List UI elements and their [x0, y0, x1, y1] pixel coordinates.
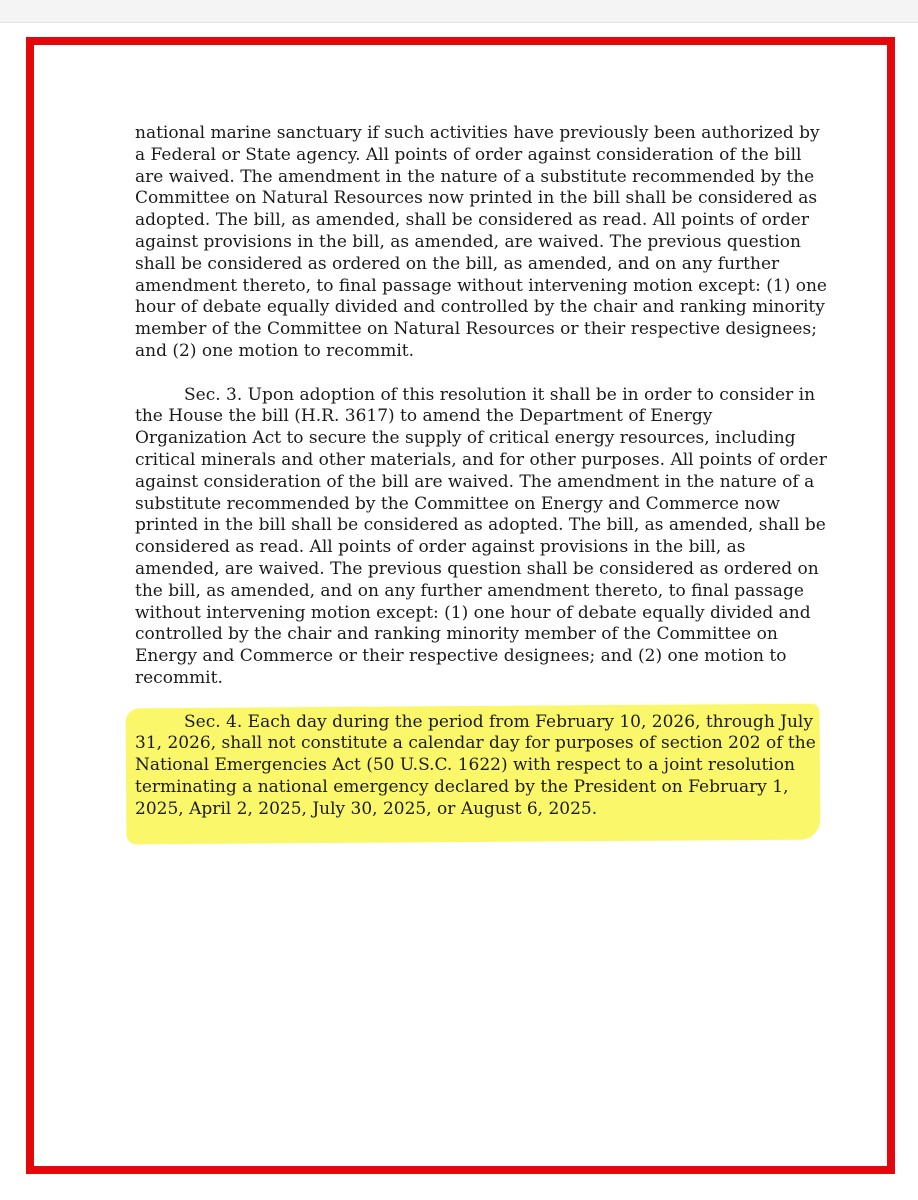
text-line: critical minerals and other materials, and for other purposes. All points of order [135, 449, 827, 470]
text-line: 2025, April 2, 2025, July 30, 2025, or August 6, 2025. [135, 798, 598, 819]
text-line: recommit. [135, 667, 223, 688]
text-line: National Emergencies Act (50 U.S.C. 1622) with respect to a joint resolution [135, 755, 795, 776]
text-line: without intervening motion except: (1) one hour of debate equally divided and [135, 602, 811, 623]
text-line: a Federal or State agency. All points of order against consideration of the bill [135, 144, 802, 165]
paragraph-sec-3 [135, 385, 825, 690]
text-line: the House the bill (H.R. 3617) to amend the Department of Energy [135, 406, 713, 427]
text-line: member of the Committee on Natural Resources or their respective designees; [135, 319, 817, 340]
top-toolbar-strip [0, 0, 918, 23]
text-line: the bill, as amended, and on any further amendment thereto, to final passage [135, 580, 804, 601]
text-line: printed in the bill shall be considered as adopted. The bill, as amended, shall be [135, 515, 826, 536]
text-line: amendment thereto, to final passage without intervening motion except: (1) one [135, 275, 827, 296]
highlighted-section [135, 712, 825, 821]
text-line: national marine sanctuary if such activities have previously been authorized by [135, 123, 820, 143]
text-line: are waived. The amendment in the nature of a substitute recommended by the [135, 166, 815, 187]
text-line: considered as read. All points of order against provisions in the bill, as [135, 537, 746, 558]
text-line: and (2) one motion to recommit. [135, 340, 415, 361]
text-line: Committee on Natural Resources now printed in the bill shall be considered as [135, 188, 818, 209]
text-line: Sec. 4. Each day during the period from February 10, 2026, through July [184, 711, 813, 732]
text-line: terminating a national emergency declared by the President on February 1, [135, 776, 789, 797]
text-line: Sec. 3. Upon adoption of this resolution it shall be in order to consider in [184, 384, 816, 405]
text-line: against provisions in the bill, as amended, are waived. The previous question [135, 231, 801, 252]
text-line: against consideration of the bill are waived. The amendment in the nature of a [135, 471, 815, 492]
text-line: 31, 2026, shall not constitute a calendar day for purposes of section 202 of the [135, 733, 816, 754]
document-page [135, 123, 825, 842]
text-line: controlled by the chair and ranking minority member of the Committee on [135, 624, 778, 645]
document-red-frame [26, 37, 895, 1174]
text-line: amended, are waived. The previous question shall be considered as ordered on [135, 558, 819, 579]
text-line: shall be considered as ordered on the bill, as amended, and on any further [135, 253, 780, 274]
text-line: hour of debate equally divided and controlled by the chair and ranking minority [135, 297, 825, 318]
paragraph-continuation [135, 123, 825, 363]
text-line: substitute recommended by the Committee on Energy and Commerce now [135, 493, 781, 514]
text-line: Energy and Commerce or their respective designees; and (2) one motion to [135, 646, 787, 667]
text-line: Organization Act to secure the supply of critical energy resources, including [135, 428, 796, 449]
paragraph-sec-4 [135, 712, 825, 821]
text-line: adopted. The bill, as amended, shall be considered as read. All points of order [135, 210, 809, 231]
